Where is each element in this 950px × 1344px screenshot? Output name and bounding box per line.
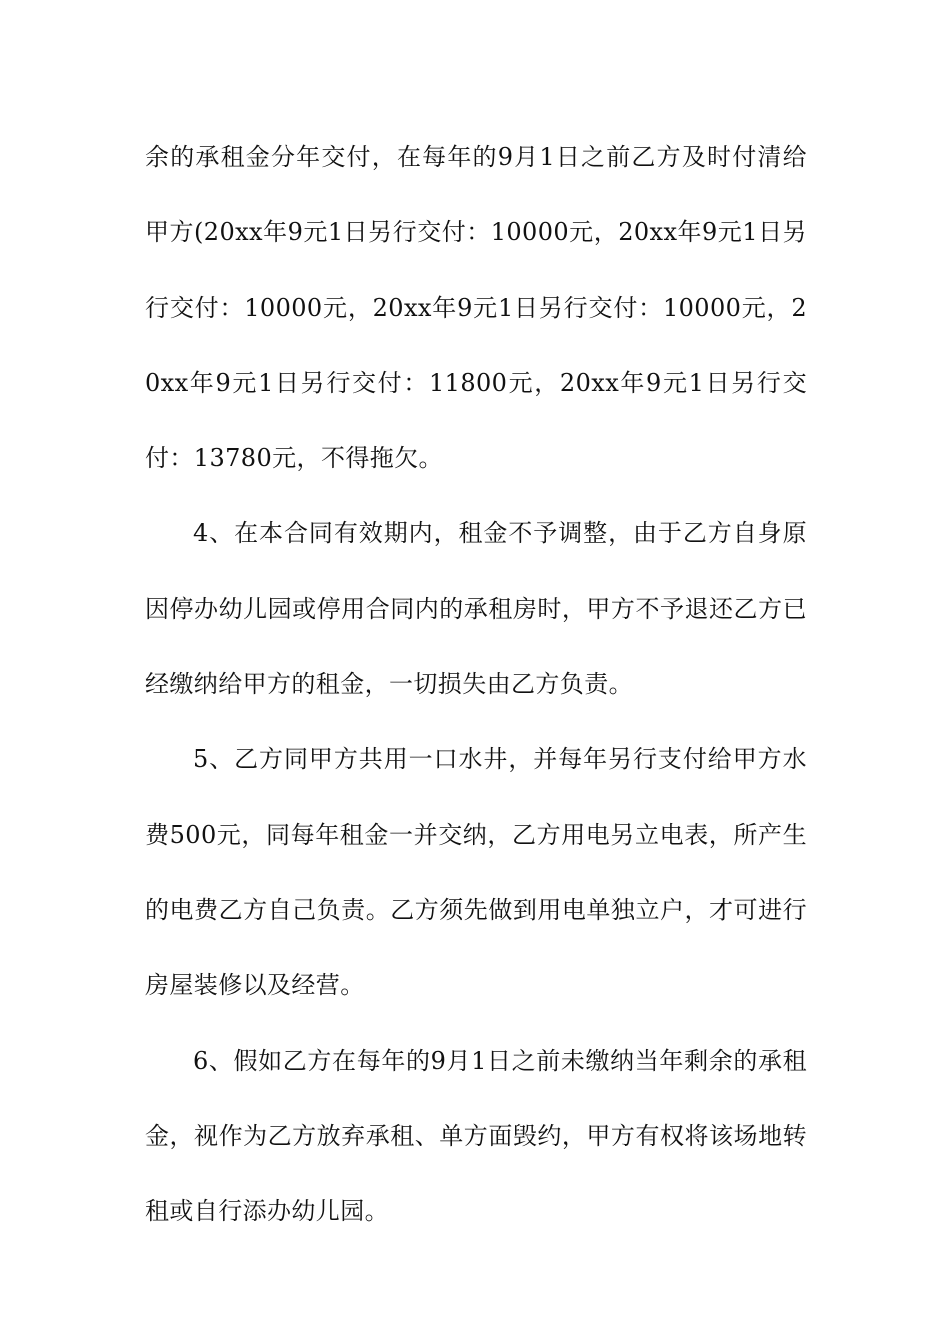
paragraph-rent-payment-schedule: 余的承租金分年交付，在每年的9月1日之前乙方及时付清给甲方(20xx年9元1日另行交付：10000元，20xx年9元1日另行交付：10000元，20xx年9元1日另行交付：10000元，20xx年9元1日另行交付：11800元，20xx年9元1日另行交付：13780元，不得拖欠。	[145, 143, 807, 473]
paragraph-clause-5: 5、乙方同甲方共用一口水井，并每年另行支付给甲方水费500元，同每年租金一并交纳，乙方用电另立电表，所产生的电费乙方自己负责。乙方须先做到用电单独立户，才可进行房屋装修以及经营。	[145, 745, 807, 1000]
document-body	[145, 120, 807, 1249]
paragraph-clause-4: 4、在本合同有效期内，租金不予调整，由于乙方自身原因停办幼儿园或停用合同内的承租房时，甲方不予退还乙方已经缴纳给甲方的租金，一切损失由乙方负责。	[145, 519, 807, 699]
paragraph-clause-6: 6、假如乙方在每年的9月1日之前未缴纳当年剩余的承租金，视作为乙方放弃承租、单方面毁约，甲方有权将该场地转租或自行添办幼儿园。	[145, 1046, 807, 1226]
